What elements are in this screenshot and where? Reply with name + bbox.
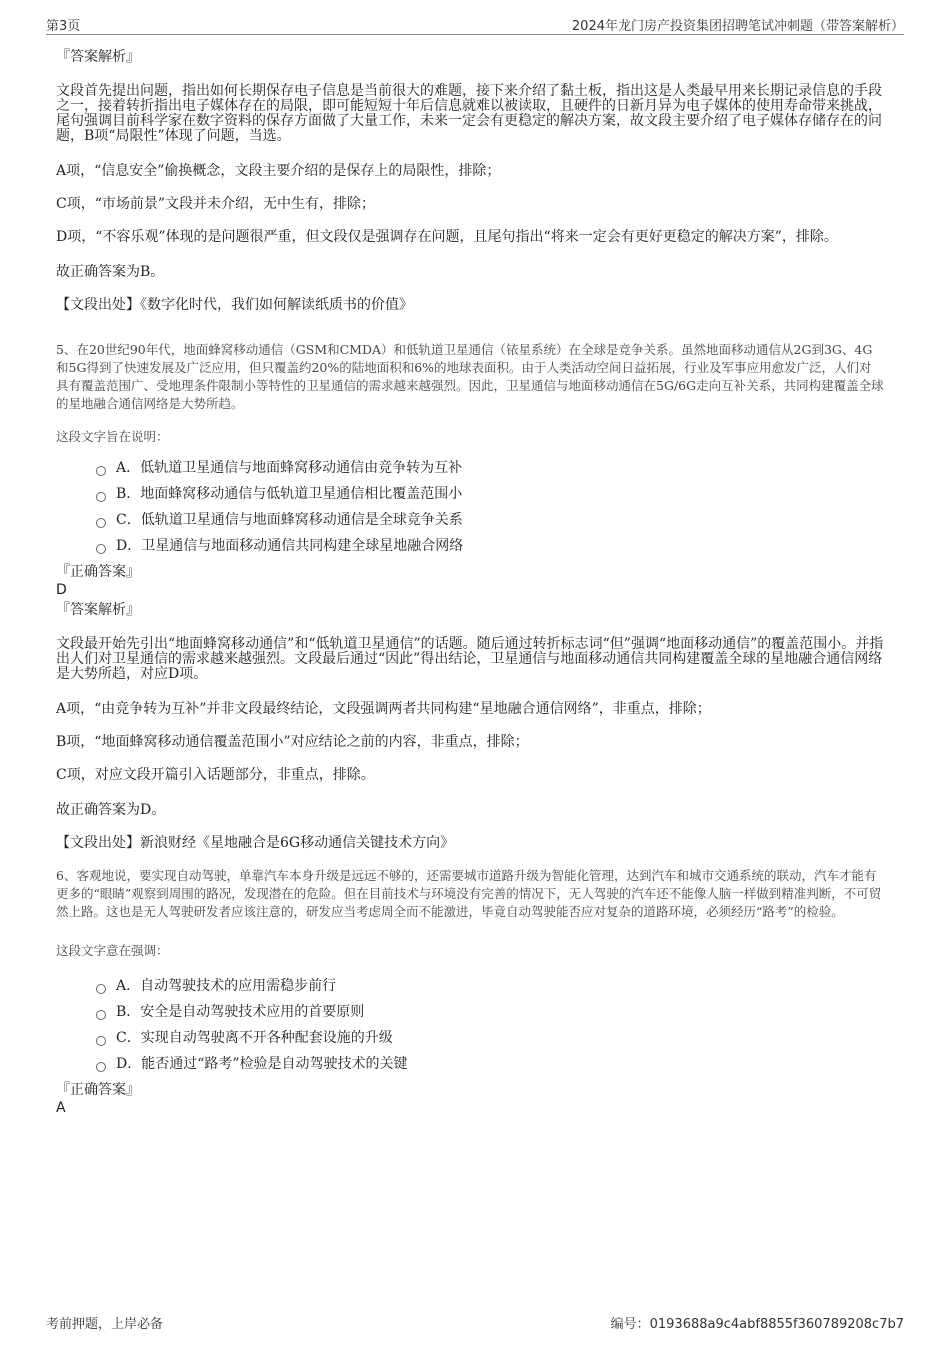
q4-analysis-para-2: A项，“信息安全”偷换概念，文段主要介绍的是保存上的局限性，排除；: [56, 163, 501, 179]
radio-icon[interactable]: [96, 492, 106, 502]
q5-option-b[interactable]: [96, 481, 884, 507]
q5-option-d[interactable]: [96, 533, 884, 559]
q4-analysis-label: 『答案解析』: [56, 49, 140, 65]
q6-option-d-label: D．能否通过“路考”检验是自动驾驶技术的关键: [116, 1056, 408, 1072]
q4-answer-statement: 故正确答案为B。: [56, 264, 165, 280]
q4-source: 【文段出处】《数字化时代，我们如何解读纸质书的价值》: [56, 297, 413, 313]
q6-options: [56, 973, 884, 1077]
radio-icon[interactable]: [96, 1036, 106, 1046]
q5-text: 5、在20世纪90年代，地面蜂窝移动通信（GSM和CMDA）和低轨道卫星通信（铱星系统）在全球是竞争关系。虽然地面移动通信从2G到3G、4G和5G得到了快速发展及广泛应用，但只覆盖约20%的陆地面积和6%的地球表面积。由于人类活动空间日益拓展，行业及军事应用愈发广泛，人们对具有覆盖范围广、受地理条件限制小等特性的卫星通信的需求越来越强烈。因此，卫星通信与地面移动通信在5G/6G走向互补关系，共同构建覆盖全球的星地融合通信网络是大势所趋。: [56, 342, 884, 411]
q5-answer-statement: 故正确答案为D。: [56, 802, 166, 818]
q5-prompt: 这段文字旨在说明：: [56, 429, 169, 444]
radio-icon[interactable]: [96, 1010, 106, 1020]
q6-option-c[interactable]: [96, 1025, 884, 1051]
document-title: 2024年龙门房产投资集团招聘笔试冲刺题（带答案解析）: [571, 19, 904, 34]
q5-option-c-label: C．低轨道卫星通信与地面蜂窝移动通信是全球竞争关系: [116, 512, 463, 528]
q5-source: 【文段出处】新浪财经《星地融合是6G移动通信关键技术方向》: [56, 835, 455, 851]
q5-option-a-label: A．低轨道卫星通信与地面蜂窝移动通信由竞争转为互补: [116, 460, 463, 476]
q6-answer-label: 『正确答案』: [56, 1082, 140, 1098]
q4-analysis-para-4: D项，“不容乐观”体现的是问题很严重，但文段仅是强调存在问题，且尾句指出“将来一定会有更好更稳定的解决方案”，排除。: [56, 229, 838, 245]
q5-option-d-label: D．卫星通信与地面移动通信共同构建全球星地融合网络: [116, 538, 464, 554]
q5-option-c[interactable]: [96, 507, 884, 533]
q6-option-b[interactable]: [96, 999, 884, 1025]
radio-icon[interactable]: [96, 518, 106, 528]
q5-answer: D: [56, 582, 67, 598]
footer-slogan: 考前押题，上岸必备: [46, 1317, 164, 1332]
q5-analysis-para-4: C项，对应文段开篇引入话题部分，非重点，排除。: [56, 767, 375, 783]
q5-analysis-para-2: A项，“由竞争转为互补”并非文段最终结论，文段强调两者共同构建“星地融合通信网络”，非重点，排除；: [56, 701, 711, 717]
q6-option-a[interactable]: [96, 973, 884, 999]
q5-option-a[interactable]: [96, 455, 884, 481]
radio-icon[interactable]: [96, 1062, 106, 1072]
radio-icon[interactable]: [96, 984, 106, 994]
q5-analysis-para-3: B项，“地面蜂窝移动通信覆盖范围小”对应结论之前的内容，非重点，排除；: [56, 734, 529, 750]
q5-option-b-label: B．地面蜂窝移动通信与低轨道卫星通信相比覆盖范围小: [116, 486, 463, 502]
radio-icon[interactable]: [96, 466, 106, 476]
q6-option-d[interactable]: [96, 1051, 884, 1077]
q6-text: 6、客观地说，要实现自动驾驶，单靠汽车本身升级是远远不够的，还需要城市道路升级为智能化管理，达到汽车和城市交通系统的联动，汽车才能有更多的“眼睛”观察到周围的路况，发现潜在的危险。但在目前技术与环境没有完善的情况下，无人驾驶的汽车还不能像人脑一样做到精准判断，不可贸然上路。这也是无人驾驶研发者应该注意的，研发应当考虑周全而不能激进，毕竟自动驾驶能否应对复杂的道路环境，必须经历“路考”的检验。: [56, 868, 882, 919]
q4-analysis-para-1: 文段首先提出问题，指出如何长期保存电子信息是当前很大的难题，接下来介绍了黏土板，指出这是人类最早用来长期记录信息的手段之一，接着转折指出电子媒体存在的局限，即可能短短十年后信息就难以被读取，且硬件的日新月异为电子媒体的使用寿命带来挑战，尾句强调目前科学家在数字资料的保存方面做了大量工作，未来一定会有更稳定的解决方案，故文段主要介绍了电子媒体存储存在的问题，B项“局限性”体现了问题，当选。: [56, 83, 882, 144]
q5-analysis-label: 『答案解析』: [56, 602, 140, 618]
page-content: [56, 46, 884, 1117]
document-id: 编号：0193688a9c4abf8855f360789208c7b7: [610, 1317, 904, 1332]
page-header: [46, 12, 904, 35]
page-number: 第3页: [46, 19, 81, 34]
q5-options: [56, 455, 884, 559]
q6-option-b-label: B．安全是自动驾驶技术应用的首要原则: [116, 1004, 365, 1020]
q6-option-c-label: C．实现自动驾驶离不开各种配套设施的升级: [116, 1030, 393, 1046]
q6-option-a-label: A．自动驾驶技术的应用需稳步前行: [116, 978, 337, 994]
radio-icon[interactable]: [96, 544, 106, 554]
q5-answer-label: 『正确答案』: [56, 564, 140, 580]
q5-analysis-para-1: 文段最开始先引出“地面蜂窝移动通信”和“低轨道卫星通信”的话题。随后通过转折标志词“但”强调“地面移动通信”的覆盖范围小。并指出人们对卫星通信的需求越来越强烈。文段最后通过“因此”得出结论，卫星通信与地面移动通信共同构建覆盖全球的星地融合通信网络是大势所趋，对应D项。: [56, 636, 884, 682]
q6-prompt: 这段文字意在强调：: [56, 943, 169, 958]
q4-analysis-para-3: C项，“市场前景”文段并未介绍，无中生有，排除；: [56, 196, 376, 212]
q6-answer: A: [56, 1100, 66, 1116]
